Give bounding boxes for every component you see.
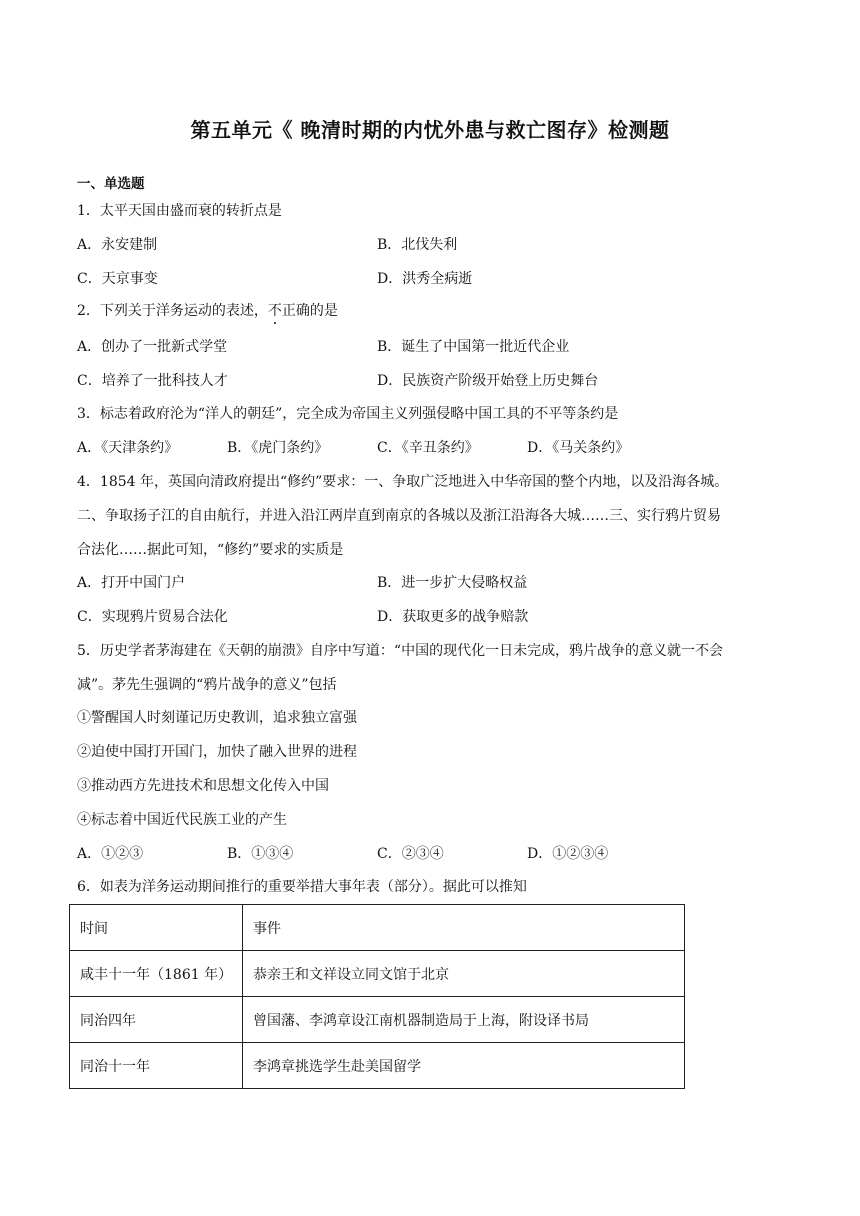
question-4-line-2: 二、争取扬子江的自由航行，并进入沿江两岸直到南京的各城以及浙江沿海各大城……三、实行鸦片贸易 [77,508,721,524]
question-5-line-1: 5．历史学者茅海建在《天朝的崩溃》自序中写道：“中国的现代化一日未完成，鸦片战争的意义就一不会 [77,643,724,659]
table-cell-event: 恭亲王和文祥设立同文馆于北京 [243,951,685,997]
q1-option-a[interactable]: A．永安建制 [77,237,158,253]
q2-stem-post: 正确的是 [281,303,338,319]
table-cell-time: 同治十一年 [70,1043,243,1089]
table-cell-event: 曾国藩、李鸿章设江南机器制造局于上海，附设译书局 [243,997,685,1043]
question-1-stem: 1．太平天国由盛而衰的转折点是 [77,203,282,219]
q5-statement-3: ③推动西方先进技术和思想文化传入中国 [77,778,329,794]
section-heading: 一、单选题 [77,176,145,192]
q5-option-b[interactable]: B．①③④ [227,846,294,862]
question-3-stem: 3．标志着政府沦为“洋人的朝廷”，完全成为帝国主义列强侵略中国工具的不平等条约是 [77,406,619,422]
table-row [70,997,685,1043]
q2-option-c[interactable]: C．培养了一批科技人才 [77,373,228,389]
q5-statement-4: ④标志着中国近代民族工业的产生 [77,812,287,828]
q2-option-a[interactable]: A．创办了一批新式学堂 [77,339,228,355]
table-row [70,1043,685,1089]
table-header-row [70,905,685,951]
table-cell-event: 李鸿章挑选学生赴美国留学 [243,1043,685,1089]
q3-option-b[interactable]: B．《虎门条约》 [227,440,329,456]
q5-option-a[interactable]: A．①②③ [77,846,144,862]
q2-stem-pre: 2．下列关于洋务运动的表述， [77,303,268,319]
q5-statement-1: ①警醒国人时刻谨记历史教训，追求独立富强 [77,710,357,726]
q5-option-d[interactable]: D．①②③④ [527,846,609,862]
q2-option-b[interactable]: B．诞生了中国第一批近代企业 [377,339,570,355]
question-5-line-2: 减”。茅先生强调的“鸦片战争的意义”包括 [77,677,337,693]
q2-option-d[interactable]: D．民族资产阶级开始登上历史舞台 [377,373,599,389]
table-cell-time: 咸丰十一年（1861 年） [70,951,243,997]
table-header-time: 时间 [70,905,243,951]
q1-option-c[interactable]: C．天京事变 [77,271,158,287]
q4-option-a[interactable]: A．打开中国门户 [77,575,186,591]
q3-option-c[interactable]: C．《辛丑条约》 [377,440,479,456]
q1-option-d[interactable]: D．洪秀全病逝 [377,271,473,287]
q4-option-b[interactable]: B．进一步扩大侵略权益 [377,575,528,591]
q4-option-c[interactable]: C．实现鸦片贸易合法化 [77,609,228,625]
q2-stem-emphasis: 不 [267,303,282,319]
q1-option-b[interactable]: B．北伐失利 [377,237,458,253]
table-header-event: 事件 [243,905,685,951]
q3-option-a[interactable]: A．《天津条约》 [77,440,179,456]
question-4-line-1: 4．1854 年，英国向清政府提出“修约”要求：一、争取广泛地进入中华帝国的整个内地，以及沿海各城。 [77,474,729,490]
table-cell-time: 同治四年 [70,997,243,1043]
q5-statement-2: ②迫使中国打开国门，加快了融入世界的进程 [77,744,357,760]
q5-option-c[interactable]: C．②③④ [377,846,444,862]
events-table [69,904,685,1089]
document-title: 第五单元《 晚清时期的内忧外患与救亡图存》检测题 [190,118,670,142]
table-row [70,951,685,997]
question-4-line-3: 合法化……据此可知，“修约”要求的实质是 [77,542,344,558]
question-2-stem [77,301,338,321]
q3-option-d[interactable]: D．《马关条约》 [527,440,630,456]
q4-option-d[interactable]: D．获取更多的战争赔款 [377,609,529,625]
question-6-stem: 6．如表为洋务运动期间推行的重要举措大事年表（部分）。据此可以推知 [77,879,527,895]
